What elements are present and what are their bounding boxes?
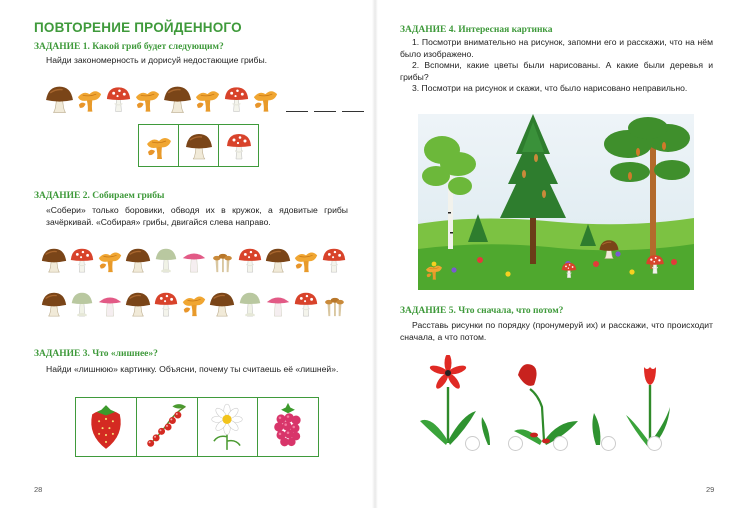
answer-option[interactable]: [179, 125, 219, 166]
boletus-icon: [184, 129, 214, 163]
strawberry-icon: [83, 400, 129, 454]
chanterelle-icon: [193, 82, 222, 116]
chanterelle-icon[interactable]: [96, 242, 124, 278]
task-2-text: «Собери» только боровики, обводя их в кружок, а ядовитые грибы зачёркивай. «Собирая» грибы, двигайся слева направо.: [46, 205, 348, 227]
forest-picture: [418, 114, 694, 290]
number-circle[interactable]: [601, 436, 616, 451]
honey-mushroom-icon[interactable]: [208, 242, 236, 278]
answer-blank[interactable]: [342, 111, 364, 112]
toadstool-icon[interactable]: [236, 286, 264, 322]
task-5-heading: ЗАДАНИЕ 5. Что сначала, что потом?: [400, 306, 564, 316]
russula-icon[interactable]: [180, 242, 208, 278]
amanita-icon[interactable]: [68, 242, 96, 278]
boletus-icon: [44, 82, 75, 116]
answer-option[interactable]: [219, 125, 258, 166]
picture-option[interactable]: [137, 398, 198, 456]
boletus-icon[interactable]: [40, 286, 68, 322]
raspberry-icon: [265, 400, 311, 454]
odd-one-out-box: [75, 397, 319, 457]
russula-icon[interactable]: [96, 286, 124, 322]
mushroom-row-2: [40, 286, 348, 322]
task-4-item: 3. Посмотри на рисунок и скажи, что было нарисовано неправильно.: [412, 83, 688, 94]
task-5-text: Расставь рисунки по порядку (пронумеруй их) и расскажи, что происходит сначала, а что потом.: [400, 320, 713, 342]
tulip-bud-icon: [626, 367, 670, 447]
answer-option[interactable]: [139, 125, 179, 166]
chanterelle-icon[interactable]: [180, 286, 208, 322]
task-4-item: 1. Посмотри внимательно на рисунок, запомни его и расскажи, что на нём было изображено.: [400, 37, 713, 59]
chanterelle-icon: [133, 82, 162, 116]
task-1-text: Найди закономерность и дорисуй недостающие грибы.: [46, 55, 268, 65]
amanita-icon: [222, 82, 251, 116]
answer-blank[interactable]: [314, 111, 336, 112]
answer-options-box: [138, 124, 259, 167]
chanterelle-icon: [144, 129, 174, 163]
answer-blank[interactable]: [286, 111, 308, 112]
chanterelle-icon[interactable]: [292, 242, 320, 278]
boletus-icon: [162, 82, 193, 116]
number-circle[interactable]: [508, 436, 523, 451]
currant-icon: [142, 400, 192, 454]
right-page: [375, 0, 750, 508]
mushroom-sequence: [44, 82, 364, 116]
amanita-icon: [104, 82, 133, 116]
chamomile-icon: [203, 400, 251, 454]
boletus-icon[interactable]: [264, 242, 292, 278]
page-number: 29: [706, 485, 715, 494]
amanita-icon: [224, 129, 254, 163]
task-3-heading: ЗАДАНИЕ 3. Что «лишнее»?: [34, 349, 158, 359]
amanita-icon[interactable]: [320, 242, 348, 278]
toadstool-icon[interactable]: [152, 242, 180, 278]
amanita-icon[interactable]: [236, 242, 264, 278]
task-4-list: [400, 37, 713, 95]
task-4-item: 2. Вспомни, какие цветы были нарисованы. А какие были деревья и грибы?: [400, 60, 713, 82]
boletus-icon[interactable]: [124, 286, 152, 322]
picture-option[interactable]: [198, 398, 259, 456]
tulip-blooming-icon: [420, 355, 476, 445]
task-1-heading: ЗАДАНИЕ 1. Какой гриб будет следующим?: [34, 42, 224, 52]
number-circle[interactable]: [465, 436, 480, 451]
picture-option[interactable]: [76, 398, 137, 456]
honey-mushroom-icon[interactable]: [320, 286, 348, 322]
picture-option[interactable]: [258, 398, 318, 456]
chanterelle-icon: [251, 82, 280, 116]
toadstool-icon[interactable]: [68, 286, 96, 322]
boletus-icon[interactable]: [124, 242, 152, 278]
task-3-text: Найди «лишнюю» картинку. Объясни, почему ты считаешь её «лишней».: [46, 364, 339, 374]
boletus-icon[interactable]: [40, 242, 68, 278]
russula-icon[interactable]: [264, 286, 292, 322]
number-circle[interactable]: [553, 436, 568, 451]
amanita-icon[interactable]: [292, 286, 320, 322]
tulip-wilting-icon: [514, 364, 578, 445]
boletus-icon[interactable]: [208, 286, 236, 322]
task-4-heading: ЗАДАНИЕ 4. Интересная картинка: [400, 25, 553, 35]
tulip-leaves-icon: [482, 417, 490, 445]
task-2-heading: ЗАДАНИЕ 2. Собираем грибы: [34, 191, 165, 201]
page-number: 28: [34, 485, 43, 494]
page-title: ПОВТОРЕНИЕ ПРОЙДЕННОГО: [34, 20, 242, 35]
chanterelle-icon: [75, 82, 104, 116]
tulip-sprout-icon: [592, 413, 600, 445]
mushroom-row-1: [40, 242, 348, 278]
amanita-icon[interactable]: [152, 286, 180, 322]
number-circle[interactable]: [647, 436, 662, 451]
